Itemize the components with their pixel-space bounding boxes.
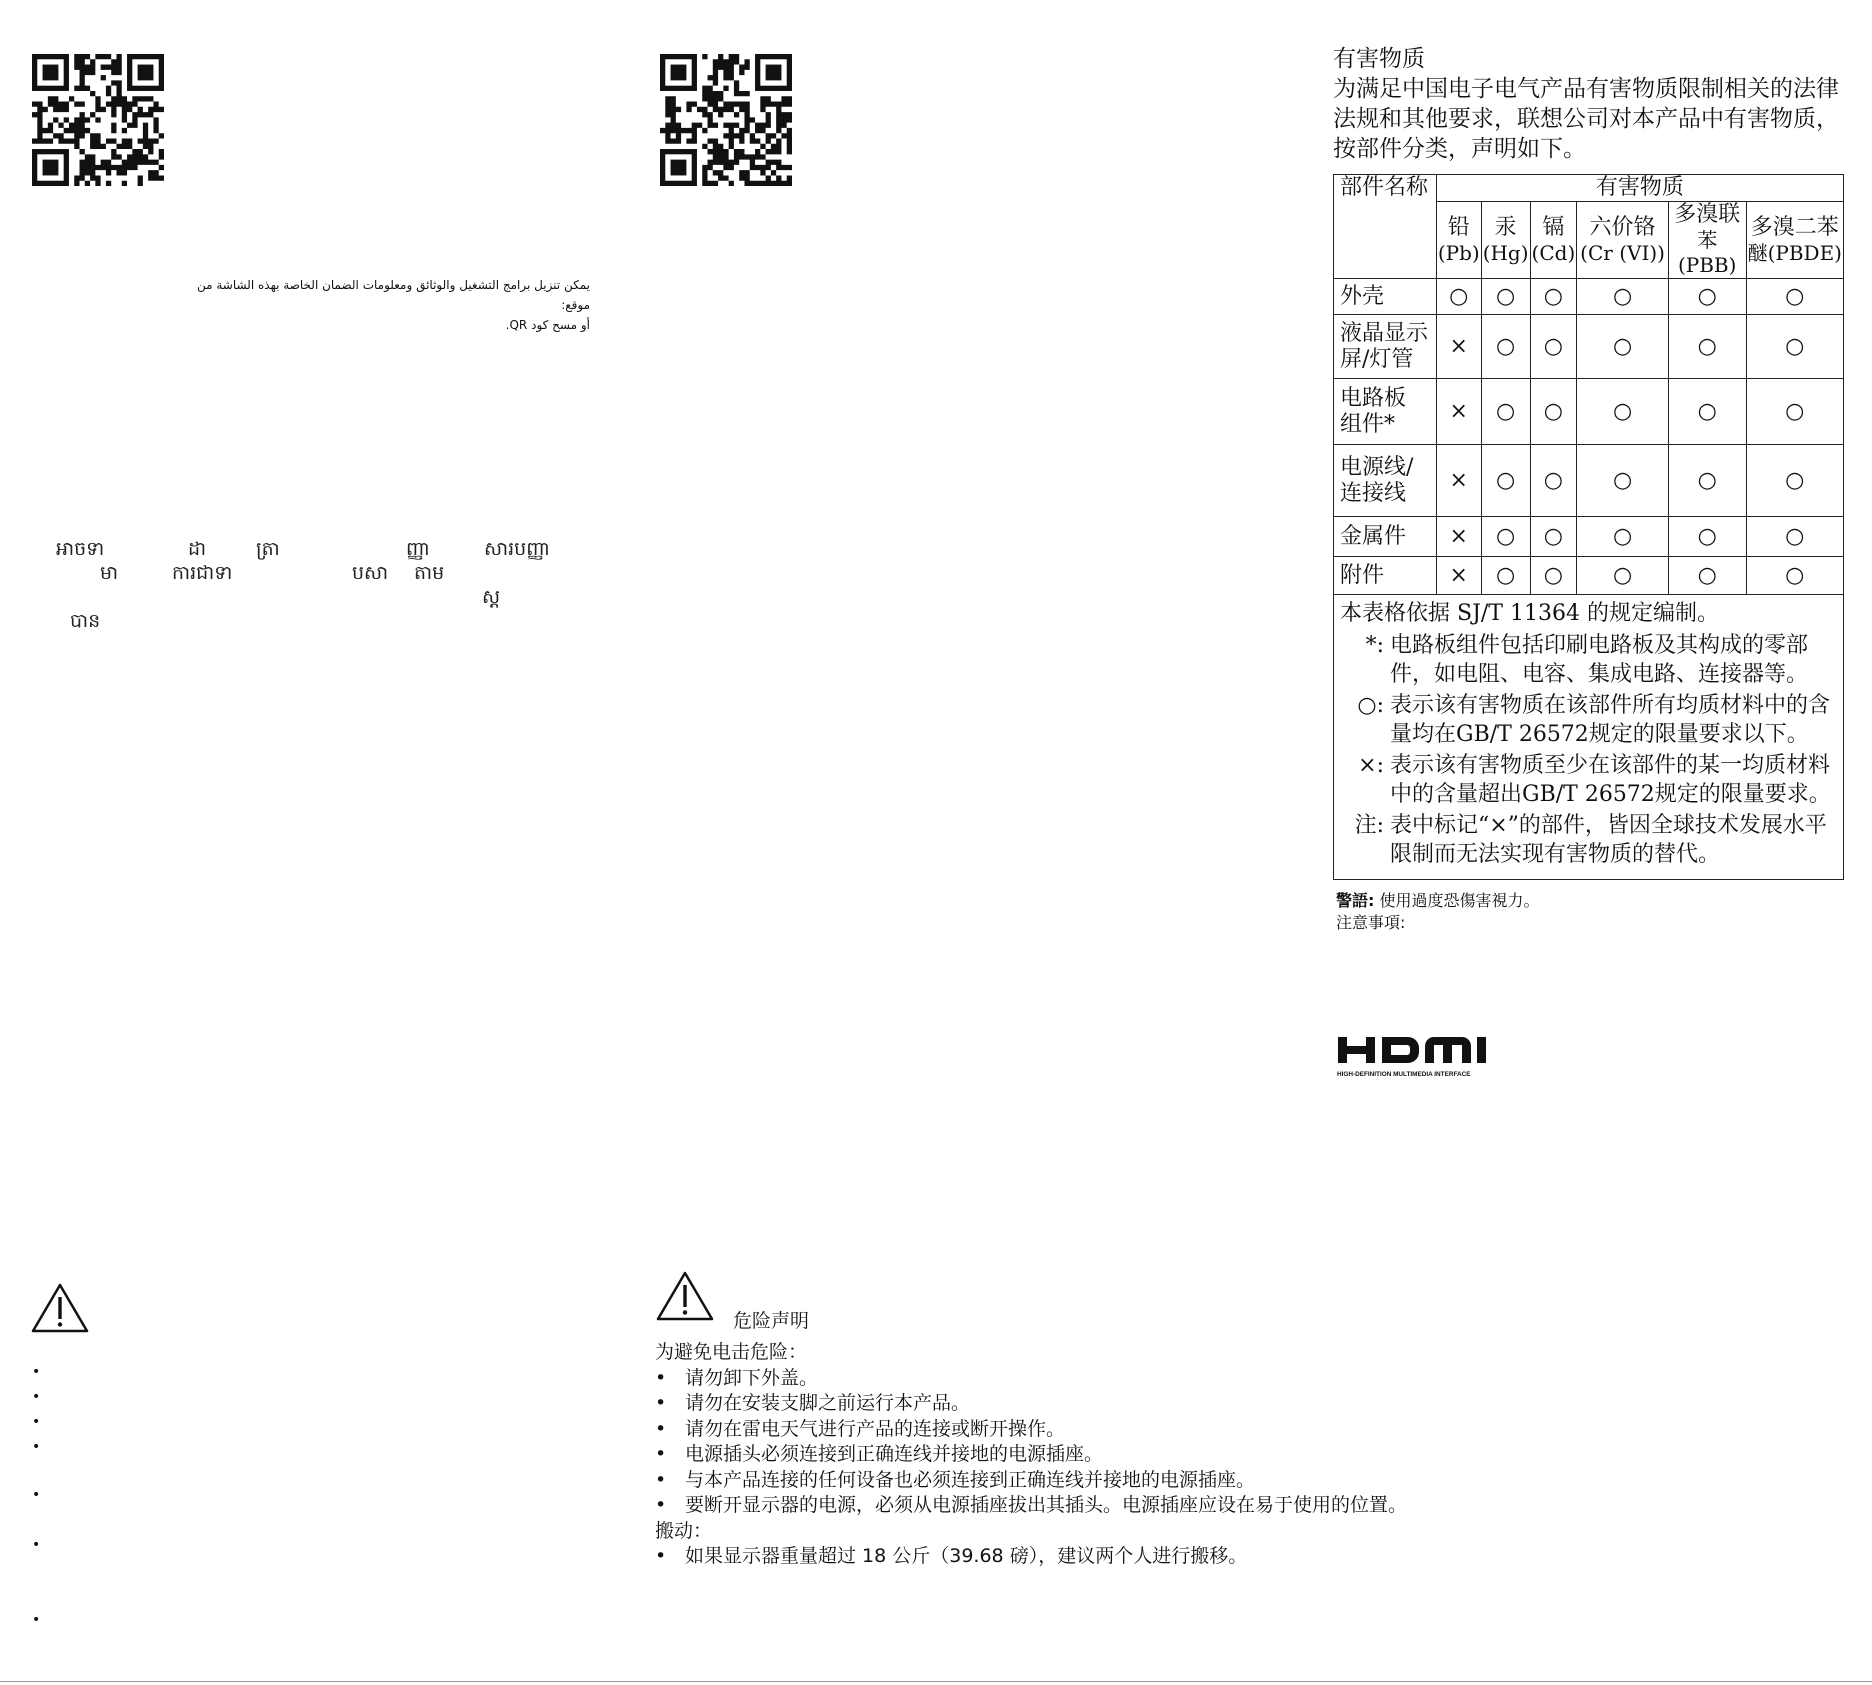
part-name: 电源线/ 连接线 bbox=[1334, 445, 1437, 517]
list-item: • 电源插头必须连接到正确连线并接地的电源插座。 bbox=[655, 1443, 1104, 1465]
hazardous-substances-panel bbox=[1333, 44, 1843, 880]
table-row bbox=[1334, 557, 1844, 595]
cell-hg: ○ bbox=[1481, 379, 1530, 445]
cell-pbde: ○ bbox=[1746, 279, 1843, 315]
cell-cr6: ○ bbox=[1577, 557, 1669, 595]
cell-pb: × bbox=[1436, 315, 1481, 379]
table-row bbox=[1334, 315, 1844, 379]
table-row bbox=[1334, 379, 1844, 445]
table-row bbox=[1334, 279, 1844, 315]
arabic-line-3: أو مسح كود QR. bbox=[505, 318, 590, 332]
hazard-table bbox=[1333, 174, 1844, 595]
khmer-fragment: តាម bbox=[414, 562, 445, 584]
cell-pb: × bbox=[1436, 445, 1481, 517]
cell-cr6: ○ bbox=[1577, 315, 1669, 379]
cell-hg: ○ bbox=[1481, 445, 1530, 517]
list-item: • 如果显示器重量超过 18 公斤（39.68 磅），建议两个人进行搬移。 bbox=[655, 1545, 1248, 1567]
qr-code-middle bbox=[660, 54, 792, 186]
danger-triangle-icon bbox=[655, 1270, 715, 1327]
cell-cd: ○ bbox=[1530, 315, 1577, 379]
warning-triangle-icon bbox=[30, 1282, 90, 1338]
qr-code-left bbox=[32, 54, 164, 186]
note-item: 注: 表中标记“×”的部件，皆因全球技术发展水平限制而无法实现有害物质的替代。 bbox=[1354, 813, 1827, 867]
khmer-fragment: សារបញ្ញា bbox=[484, 538, 550, 560]
table-row bbox=[1334, 445, 1844, 517]
cell-pbde: ○ bbox=[1746, 379, 1843, 445]
col-header-cd: 镉 (Cd) bbox=[1530, 202, 1577, 279]
cell-hg: ○ bbox=[1481, 279, 1530, 315]
cell-cd: ○ bbox=[1530, 557, 1577, 595]
cell-cd: ○ bbox=[1530, 379, 1577, 445]
cell-pb: × bbox=[1436, 379, 1481, 445]
list-item: • 请勿卸下外盖。 bbox=[655, 1366, 819, 1389]
cell-pbb: ○ bbox=[1668, 517, 1746, 557]
part-name: 外壳 bbox=[1334, 279, 1437, 315]
substance-group-header: 有害物质 bbox=[1436, 175, 1843, 202]
bullet-marker: • bbox=[32, 1487, 41, 1503]
cell-pbb: ○ bbox=[1668, 279, 1746, 315]
bullet-marker: • bbox=[32, 1537, 41, 1553]
cell-pbb: ○ bbox=[1668, 315, 1746, 379]
cell-pb: × bbox=[1436, 517, 1481, 557]
hazard-notes bbox=[1333, 595, 1844, 880]
cell-cr6: ○ bbox=[1577, 517, 1669, 557]
col-header-pbb: 多溴联 苯(PBB) bbox=[1668, 202, 1746, 279]
hazard-basis: 本表格依据 SJ/T 11364 的规定编制。 bbox=[1340, 601, 1719, 626]
table-row bbox=[1334, 517, 1844, 557]
col-header-pb: 铅 (Pb) bbox=[1436, 202, 1481, 279]
khmer-fragment: បាន bbox=[70, 610, 101, 632]
col-header-hg: 汞 (Hg) bbox=[1481, 202, 1530, 279]
khmer-fragment: មា bbox=[100, 562, 119, 584]
list-item: • 请勿在安装支脚之前运行本产品。 bbox=[655, 1392, 971, 1414]
warning-label: 警語: bbox=[1336, 891, 1375, 910]
col-header-cr6: 六价铬 (Cr (VI)) bbox=[1577, 202, 1669, 279]
cell-pb: ○ bbox=[1436, 279, 1481, 315]
khmer-fragment: ត្រា bbox=[256, 538, 280, 560]
danger-intro: 为避免电击危险： bbox=[655, 1341, 808, 1363]
bullet-marker: • bbox=[32, 1439, 41, 1455]
qr-code-middle-graphic bbox=[660, 54, 792, 186]
cell-cd: ○ bbox=[1530, 445, 1577, 517]
khmer-fragment: ការជាទា bbox=[172, 562, 233, 584]
khmer-fragment: អាចទា bbox=[56, 538, 105, 560]
part-name-header: 部件名称 bbox=[1334, 175, 1437, 279]
hazard-intro: 为满足中国电子电气产品有害物质限制相关的法律法规和其他要求，联想公司对本产品中有害物质，按部件分类，声明如下。 bbox=[1333, 76, 1839, 162]
caution-label: 注意事項: bbox=[1336, 913, 1406, 932]
qr-code-left-graphic bbox=[32, 54, 164, 186]
list-item: • 请勿在雷电天气进行产品的连接或断开操作。 bbox=[655, 1417, 1066, 1440]
cell-cr6: ○ bbox=[1577, 379, 1669, 445]
khmer-fragment: បសា bbox=[352, 562, 389, 584]
cell-hg: ○ bbox=[1481, 557, 1530, 595]
part-name: 电路板 组件* bbox=[1334, 379, 1437, 445]
part-name: 金属件 bbox=[1334, 517, 1437, 557]
vision-warning bbox=[1336, 890, 1540, 934]
cell-cd: ○ bbox=[1530, 517, 1577, 557]
cell-pbb: ○ bbox=[1668, 445, 1746, 517]
cell-pbde: ○ bbox=[1746, 517, 1843, 557]
bullet-marker: • bbox=[32, 1389, 41, 1405]
cell-cd: ○ bbox=[1530, 279, 1577, 315]
cell-pbb: ○ bbox=[1668, 379, 1746, 445]
part-name: 附件 bbox=[1334, 557, 1437, 595]
bullet-marker: • bbox=[32, 1364, 41, 1380]
hdmi-logo-graphic bbox=[1336, 1033, 1526, 1083]
arabic-line-1: يمكن تنزيل برامج التشغيل والوثائق ومعلومات الضمان الخاصة بهذه الشاشة من bbox=[196, 278, 590, 292]
moving-label: 搬动： bbox=[655, 1519, 713, 1542]
arabic-download-notice bbox=[190, 275, 590, 335]
note-item: ○: 表示该有害物质在该部件所有均质材料中的含量均在GB/T 26572规定的限量要求以下。 bbox=[1357, 693, 1831, 747]
warning-text: 使用過度恐傷害視力。 bbox=[1379, 891, 1540, 910]
cell-pbde: ○ bbox=[1746, 445, 1843, 517]
khmer-fragment: ដា bbox=[188, 538, 207, 560]
cell-cr6: ○ bbox=[1577, 279, 1669, 315]
note-item: *: 电路板组件包括印刷电路板及其构成的零部件，如电阻、电容、集成电路、连接器等。 bbox=[1365, 633, 1809, 687]
list-item: • 与本产品连接的任何设备也必须连接到正确连线并接地的电源插座。 bbox=[655, 1468, 1256, 1491]
khmer-fragment: ញ្ញា bbox=[406, 538, 430, 560]
note-item: ×: 表示该有害物质至少在该部件的某一均质材料中的含量超出GB/T 26572规定的限量要求。 bbox=[1358, 753, 1831, 807]
hazard-title: 有害物质 bbox=[1333, 46, 1425, 72]
part-name: 液晶显示 屏/灯管 bbox=[1334, 315, 1437, 379]
danger-body bbox=[655, 1340, 1555, 1570]
danger-title: 危险声明 bbox=[733, 1310, 810, 1332]
bullet-marker: • bbox=[32, 1414, 41, 1430]
cell-hg: ○ bbox=[1481, 517, 1530, 557]
cell-pbde: ○ bbox=[1746, 557, 1843, 595]
cell-pbb: ○ bbox=[1668, 557, 1746, 595]
cell-hg: ○ bbox=[1481, 315, 1530, 379]
bullet-marker: • bbox=[32, 1612, 41, 1628]
col-header-pbde: 多溴二苯 醚(PBDE) bbox=[1746, 202, 1843, 279]
cell-pb: × bbox=[1436, 557, 1481, 595]
cell-cr6: ○ bbox=[1577, 445, 1669, 517]
hdmi-logo bbox=[1336, 1033, 1526, 1087]
page-bottom-rule bbox=[0, 1681, 1872, 1682]
hdmi-tagline: HIGH-DEFINITION MULTIMEDIA INTERFACE bbox=[1337, 1071, 1471, 1078]
arabic-line-2: موقع: bbox=[561, 298, 590, 312]
list-item: • 要断开显示器的电源，必须从电源插座拔出其插头。电源插座应设在易于使用的位置。 bbox=[655, 1494, 1408, 1516]
khmer-fragment: ស្ត bbox=[482, 586, 501, 608]
cell-pbde: ○ bbox=[1746, 315, 1843, 379]
